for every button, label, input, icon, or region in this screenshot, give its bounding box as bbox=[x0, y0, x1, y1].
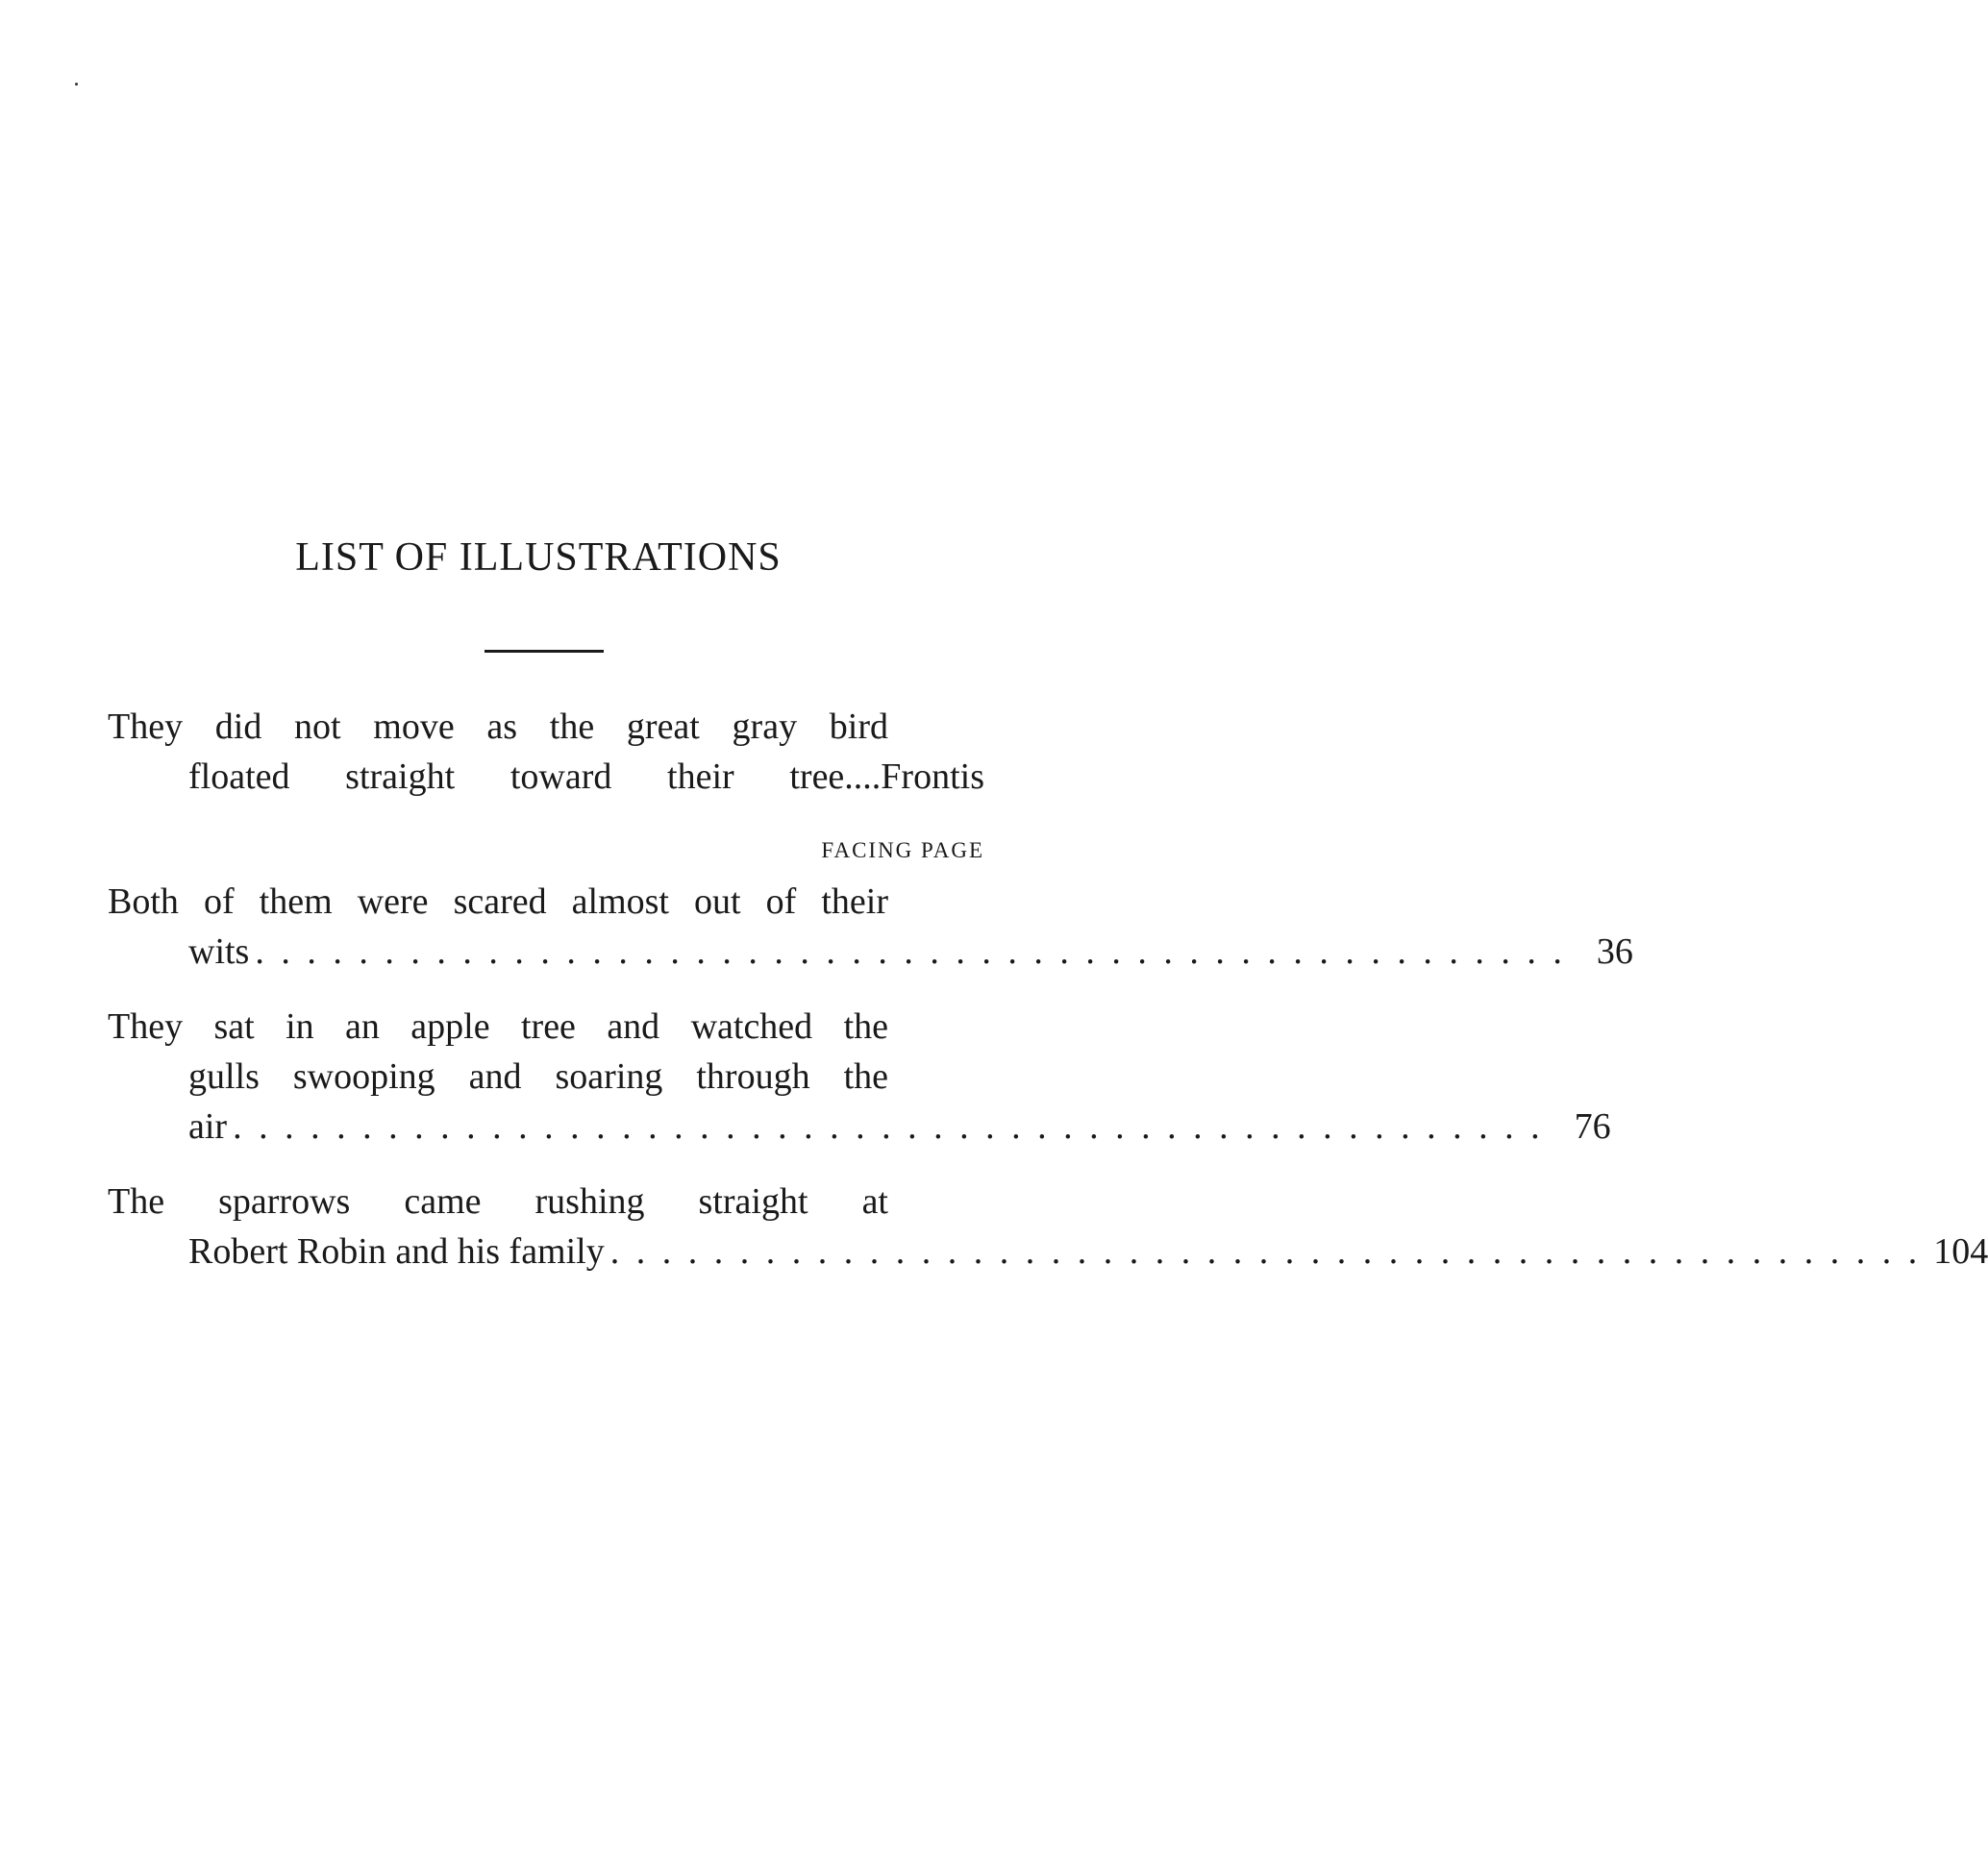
entry-text: air bbox=[188, 1106, 228, 1147]
entry-last-line bbox=[108, 1102, 1611, 1152]
list-item bbox=[108, 1177, 1988, 1277]
dot-leader: . . . . . . . . . . . . . . . . . . . . . . . . . . . . . . . . . . . . . . . . . . . . . . . . . . . bbox=[609, 1231, 1922, 1272]
entry-line: Both of them were scared almost out of their bbox=[108, 881, 888, 922]
entry-line: gulls swooping and soaring through the bbox=[188, 1056, 888, 1097]
page-title: LIST OF ILLUSTRATIONS bbox=[295, 535, 782, 580]
dot-leader: . . . . . . . . . . . . . . . . . . . . . . . . . . . . . . . . . . . . . . . . . . . . . . . . . . . bbox=[255, 931, 1566, 972]
list-item-frontispiece bbox=[108, 702, 984, 802]
entry-text: Robert Robin and his family bbox=[188, 1231, 605, 1272]
entry-last-line: floated straight toward their tree....Frontis bbox=[188, 756, 984, 797]
list-item bbox=[108, 877, 1633, 977]
title-rule bbox=[485, 650, 604, 653]
facing-page-label: FACING PAGE bbox=[821, 838, 984, 862]
entry-text: wits bbox=[188, 931, 250, 972]
entry-line: The sparrows came rushing straight at bbox=[108, 1181, 888, 1222]
entry-line: They did not move as the great gray bird bbox=[108, 707, 888, 747]
page-speck bbox=[75, 83, 78, 86]
entry-gap bbox=[108, 977, 984, 1002]
dot-leader: . . . . . . . . . . . . . . . . . . . . . . . . . . . . . . . . . . . . . . . . . . . . . . . . . . . bbox=[233, 1106, 1544, 1147]
entry-last-line bbox=[108, 1227, 1988, 1277]
entry-gap bbox=[108, 1152, 984, 1177]
list-item bbox=[108, 1002, 1611, 1152]
page-number: 36 bbox=[1596, 931, 1633, 972]
page-number: 76 bbox=[1574, 1106, 1611, 1147]
illustrations-list bbox=[108, 702, 1988, 1277]
entry-last-line bbox=[108, 927, 1633, 977]
page-number: 104 bbox=[1933, 1231, 1988, 1272]
entry-line: They sat in an apple tree and watched the bbox=[108, 1006, 888, 1047]
